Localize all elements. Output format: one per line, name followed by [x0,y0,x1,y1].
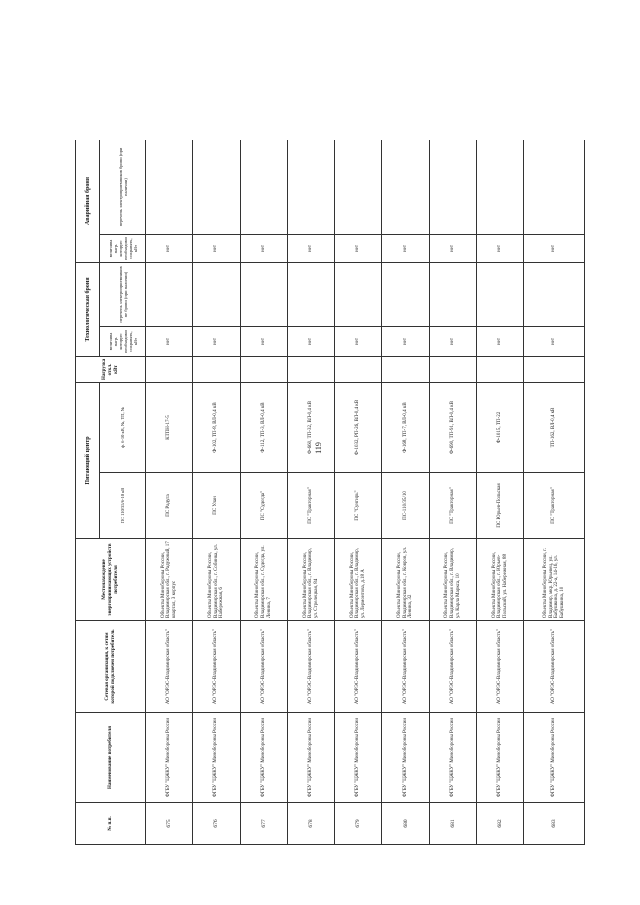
table-header [76,140,146,845]
cell-feeder: Ф-1015, ТП-22 [476,383,523,473]
cell-emerg-value: нет [335,235,382,263]
table-row [335,140,382,845]
table-row [193,140,240,845]
cell-emerg-value: нет [524,235,585,263]
cell-emerg-list [240,140,287,235]
reserve-table [75,140,585,845]
cell-consumer: ФГБУ "ЦЖКУ" Минобороны России [146,713,193,803]
cell-substation: ПС "Сунгирь" [335,473,382,539]
cell-feeder: ТП-162, ВЛ-0,4 кВ [524,383,585,473]
cell-feeder: Ф-690, ТП-91, ВЛ-0,4 кВ [429,383,476,473]
table-row [287,140,334,845]
cell-network: АО "ОРЭС-Владимирская область" [524,621,585,713]
cell-load [382,357,429,383]
cell-load [476,357,523,383]
cell-emerg-value: нет [287,235,334,263]
cell-network: АО "ОРЭС-Владимирская область" [193,621,240,713]
cell-consumer: ФГБУ "ЦЖКУ" Минобороны России [287,713,334,803]
cell-emerg-list [287,140,334,235]
table-row [382,140,429,845]
cell-load [429,357,476,383]
cell-substation: ПС-110/35/10 [382,473,429,539]
cell-feeder: Ф-168, ТП-7, ВЛ-0,4 кВ [382,383,429,473]
cell-emerg-list [476,140,523,235]
cell-location: Объекты Минобороны России, Владимирская обл., г. Владимир, ул. Карла Маркса, 10 [429,539,476,621]
cell-location: Объекты Минобороны России, Владимирская обл., г. Ковров, ул. Ленина, 32 [382,539,429,621]
cell-emerg-value: нет [382,235,429,263]
cell-tech-list [476,263,523,327]
header-tech-reserve: Технологическая броня [76,263,100,357]
cell-load [287,357,334,383]
cell-emerg-list [335,140,382,235]
cell-consumer: ФГБУ "ЦЖКУ" Минобороны России [240,713,287,803]
cell-emerg-value: нет [146,235,193,263]
cell-location: Объекты Минобороны России, Владимирская обл., г. Владимир, ул. Лермонтова, д.18 А [335,539,382,621]
cell-tech-value: нет [287,327,334,357]
cell-load [146,357,193,383]
cell-location: Объекты Минобороны России, Владимирская обл., г. Радужный, 17 квартал, 3 корпус [146,539,193,621]
cell-number: 679 [335,803,382,845]
cell-tech-list [287,263,334,327]
cell-location: Объекты Минобороны России, Владимирская обл., г. Судогда, ул. Ленина, 7 [240,539,287,621]
cell-number: 675 [146,803,193,845]
cell-emerg-list [382,140,429,235]
header-location: Местонахождение энергопринимающих устройств потребителя [76,539,146,621]
cell-substation: ПС Юрьев-Польская [476,473,523,539]
table-row [429,140,476,845]
cell-emerg-list [193,140,240,235]
header-tech-value: величина нагр. которую необходимо сохранять, кВт [100,327,146,357]
header-feeder: ф. 6-10 кВ, №, ТП, № [100,383,146,473]
cell-substation: ПС "Судогда" [240,473,287,539]
header-ps: ПС 110/35/6-10 кВ [100,473,146,539]
cell-number: 681 [429,803,476,845]
cell-emerg-list [524,140,585,235]
cell-consumer: ФГБУ "ЦЖКУ" Минобороны России [193,713,240,803]
cell-tech-list [524,263,585,327]
cell-consumer: ФГБУ "ЦЖКУ" Минобороны России [335,713,382,803]
cell-network: АО "ОРЭС-Владимирская область" [335,621,382,713]
cell-tech-list [382,263,429,327]
cell-emerg-value: нет [429,235,476,263]
cell-tech-value: нет [335,327,382,357]
header-consumer: Наименование потребителя [76,713,146,803]
cell-number: 677 [240,803,287,845]
page-number-text: 119 [314,442,323,454]
cell-consumer: ФГБУ "ЦЖКУ" Минобороны России [476,713,523,803]
table-row [476,140,523,845]
cell-feeder: Ф-1032, РП-26, ВЛ-0,4 кВ [335,383,382,473]
cell-network: АО "ОРЭС-Владимирская область" [287,621,334,713]
cell-number: 680 [382,803,429,845]
table-body [146,140,585,845]
cell-tech-value: нет [240,327,287,357]
header-emerg-list: перечень электроприемников брони (при наличии) [100,140,146,235]
cell-location: Объекты Минобороны России, г. Владимир, мкр. Юрьевец, ул. Бабушкина, д. 22-а, 14-16, ул. Бабушкина, 10 [524,539,585,621]
header-network: Сетевая организация, к сетям которой подключен потребитель [76,621,146,713]
cell-tech-value: нет [524,327,585,357]
cell-location: Объекты Минобороны России, Владимирская обл., г. Юрьев-Польский, ул. Набережная, 88 [476,539,523,621]
header-no: № п.п. [76,803,146,845]
cell-network: АО "ОРЭС-Владимирская область" [240,621,287,713]
cell-tech-list [240,263,287,327]
cell-feeder: Ф-102, ТП-8, ВЛ-0,4 кВ [193,383,240,473]
cell-feeder: Ф-660, ТП-32, ВЛ-0,4 кВ [287,383,334,473]
cell-tech-list [429,263,476,327]
cell-feeder: Ф-112, ТП-3, ВЛ-0,4 кВ [240,383,287,473]
cell-network: АО "ОРЭС-Владимирская область" [146,621,193,713]
cell-consumer: ФГБУ "ЦЖКУ" Минобороны России [382,713,429,803]
cell-emerg-value: нет [240,235,287,263]
cell-tech-list [193,263,240,327]
cell-emerg-list [146,140,193,235]
cell-load [335,357,382,383]
cell-load [240,357,287,383]
cell-emerg-list [429,140,476,235]
cell-network: АО "ОРЭС-Владимирская область" [476,621,523,713]
cell-tech-list [146,263,193,327]
cell-number: 682 [476,803,523,845]
cell-substation: ПС "Тракторная" [287,473,334,539]
cell-substation: ПС "Тракторная" [524,473,585,539]
cell-tech-list [335,263,382,327]
table-row [146,140,193,845]
cell-tech-value: нет [193,327,240,357]
cell-number: 683 [524,803,585,845]
cell-network: АО "ОРЭС-Владимирская область" [429,621,476,713]
cell-feeder: КТПН-17-5 [146,383,193,473]
table-rotation-wrapper [75,140,585,845]
table-row [524,140,585,845]
cell-number: 678 [287,803,334,845]
cell-tech-value: нет [429,327,476,357]
rotated-table-container [75,140,585,845]
table-row [240,140,287,845]
cell-load [524,357,585,383]
cell-substation: ПС Радуга [146,473,193,539]
cell-emerg-value: нет [193,235,240,263]
cell-consumer: ФГБУ "ЦЖКУ" Минобороны России [524,713,585,803]
cell-substation: ПС Улан [193,473,240,539]
header-emerg-value: величина нагр. которую необходимо сохранять, кВт [100,235,146,263]
cell-network: АО "ОРЭС-Владимирская область" [382,621,429,713]
header-tech-list: перечень электроприемников не брони (при наличии) [100,263,146,327]
header-load: Нагрузка откл. кВт [76,357,146,383]
cell-tech-value: нет [146,327,193,357]
header-emerg-reserve: Аварийная броня [76,140,100,263]
cell-substation: ПС "Тракторная" [429,473,476,539]
cell-location: Объекты Минобороны России, Владимирская обл., г. Владимир, ул. Стрелецкая, 84 [287,539,334,621]
cell-tech-value: нет [382,327,429,357]
cell-number: 676 [193,803,240,845]
cell-tech-value: нет [476,327,523,357]
cell-load [193,357,240,383]
header-power-center: Питающий центр [76,383,100,539]
cell-emerg-value: нет [476,235,523,263]
cell-location: Объекты Минобороны России, Владимирская обл., г. Собинка, ул. Набережная, 6 [193,539,240,621]
cell-consumer: ФГБУ "ЦЖКУ" Минобороны России [429,713,476,803]
